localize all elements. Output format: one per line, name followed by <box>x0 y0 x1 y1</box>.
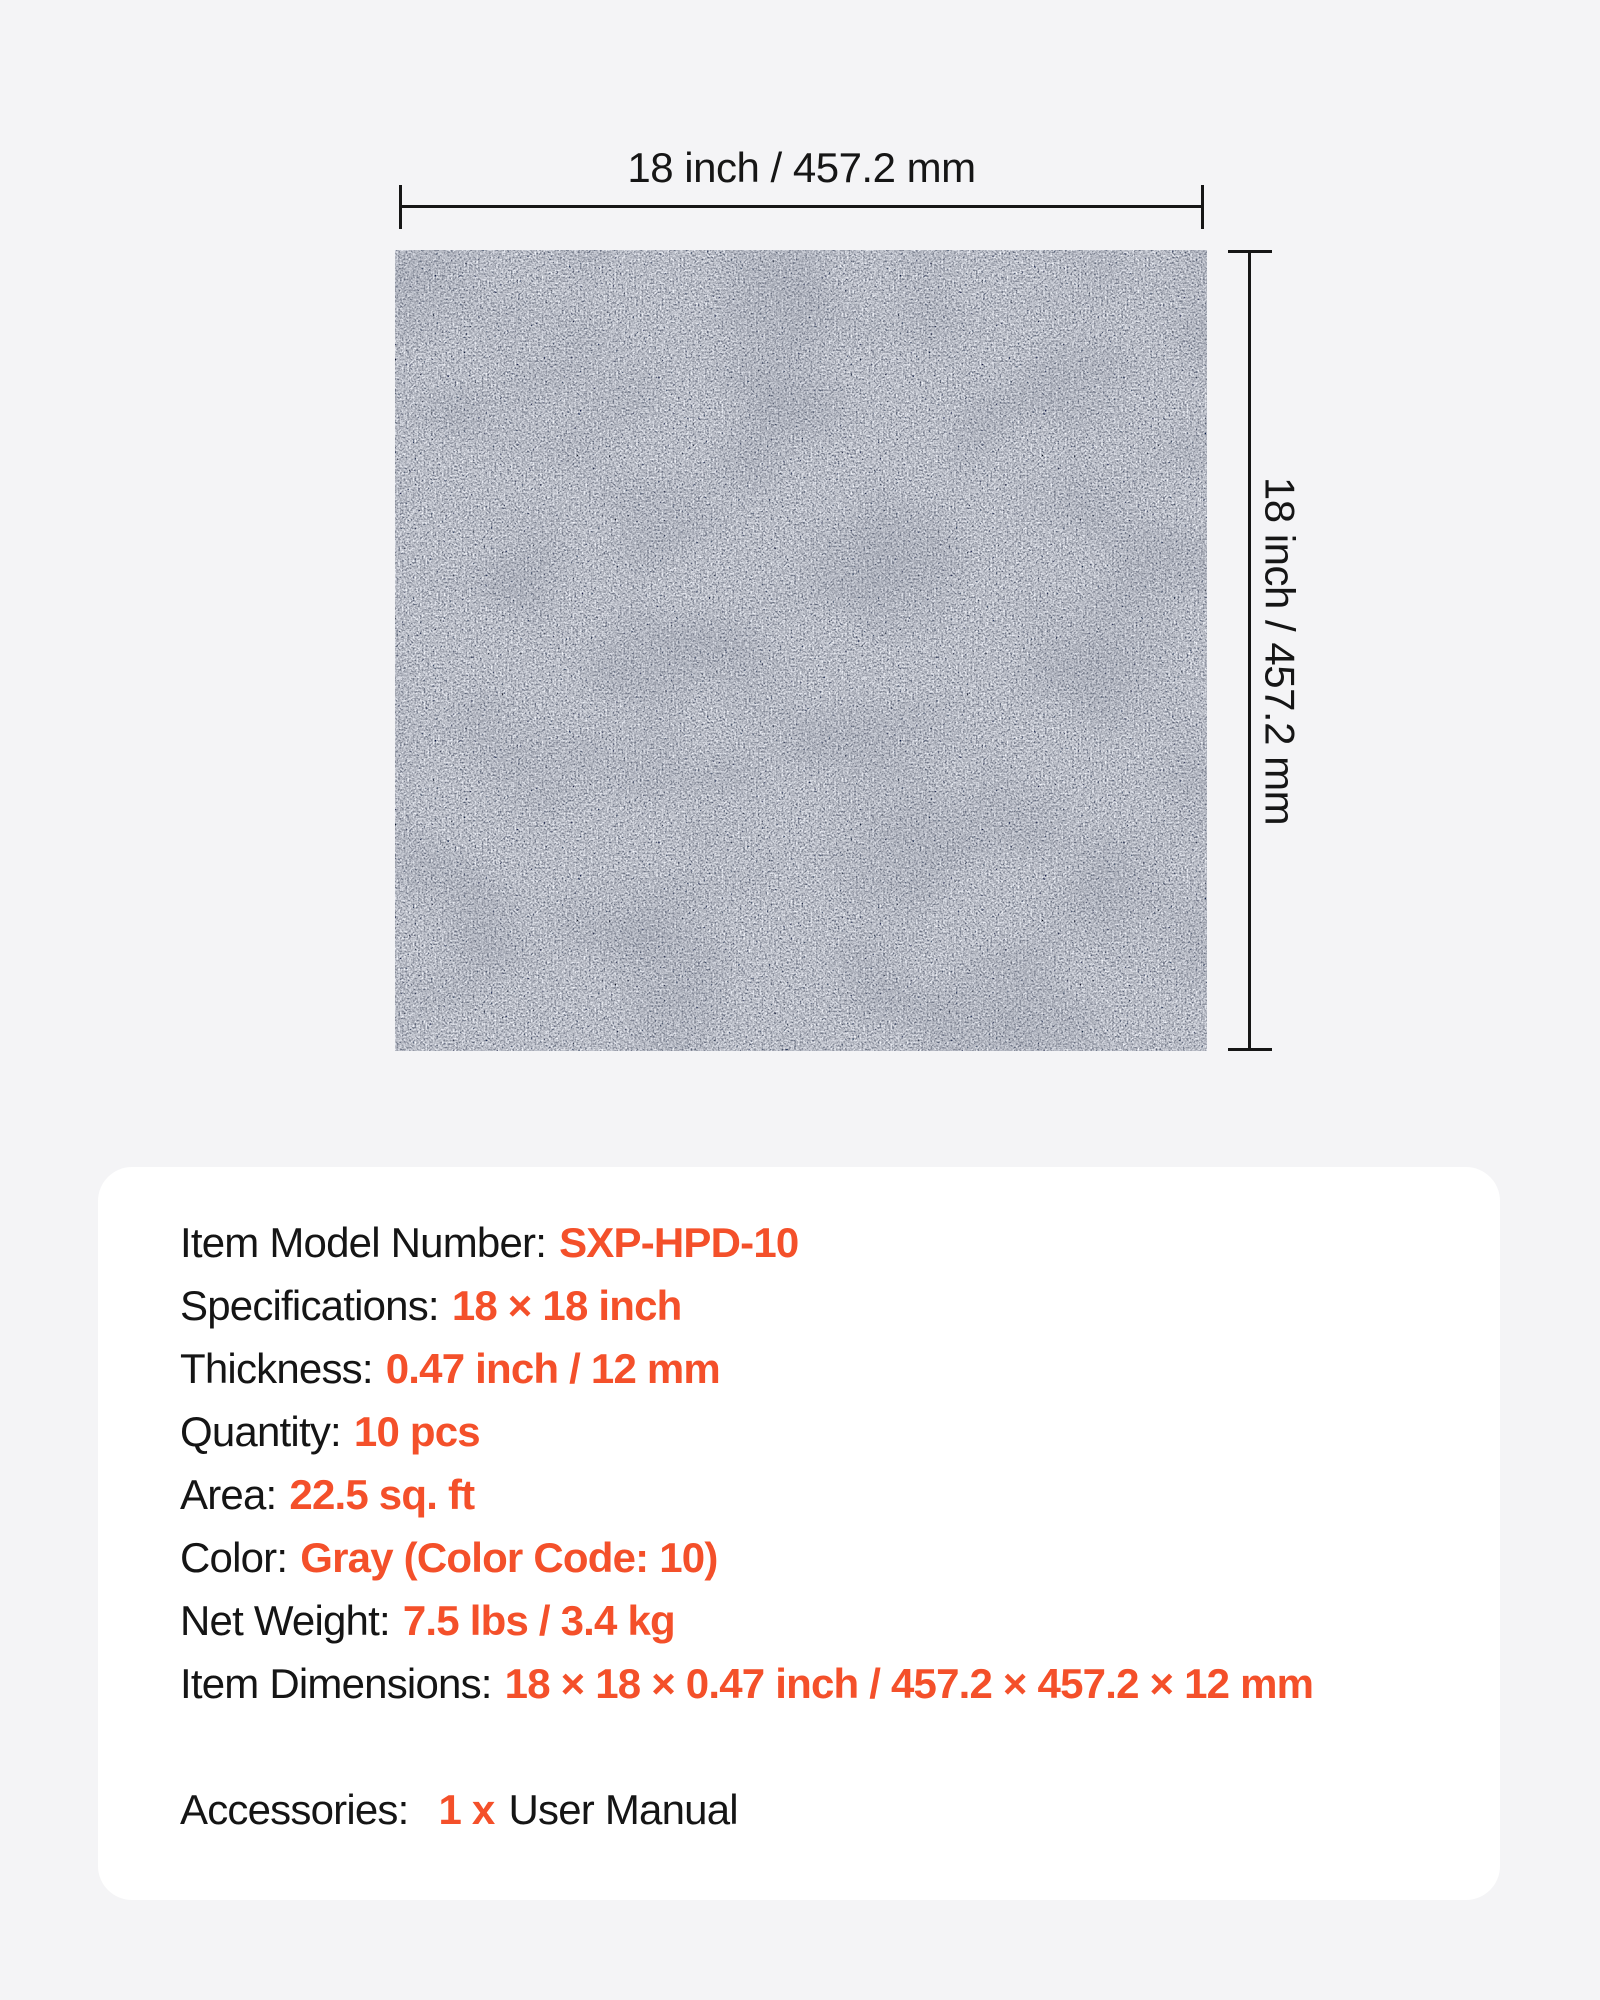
width-dimension-tick-left <box>399 185 402 229</box>
carpet-texture-svg <box>395 250 1207 1051</box>
spec-label: Item Dimensions: <box>180 1660 492 1707</box>
spec-row-net-weight <box>180 1589 1440 1652</box>
spec-row-specifications <box>180 1274 1440 1337</box>
width-dimension-label: 18 inch / 457.2 mm <box>627 144 976 191</box>
carpet-tile-image <box>395 250 1207 1051</box>
spec-label: Net Weight: <box>180 1597 390 1644</box>
spec-card <box>98 1167 1500 1900</box>
width-dimension-line <box>399 205 1204 208</box>
spec-row-item-model-number <box>180 1211 1440 1274</box>
accessories-quantity: 1 x <box>438 1786 495 1833</box>
spec-value: 22.5 sq. ft <box>289 1471 475 1518</box>
width-dimension-tick-right <box>1201 185 1204 229</box>
spec-value: Gray (Color Code: 10) <box>300 1534 718 1581</box>
spec-value: 18 × 18 inch <box>451 1282 682 1329</box>
spec-value: 7.5 lbs / 3.4 kg <box>402 1597 675 1644</box>
height-dimension-line <box>1248 250 1251 1051</box>
accessories-label: Accessories: <box>180 1786 409 1833</box>
spec-label: Area: <box>180 1471 277 1518</box>
spec-value: SXP-HPD-10 <box>559 1219 799 1266</box>
spec-row-accessories <box>180 1778 1440 1841</box>
spec-label: Item Model Number: <box>180 1219 547 1266</box>
spec-label: Thickness: <box>180 1345 373 1392</box>
spec-row-thickness <box>180 1337 1440 1400</box>
spec-value: 0.47 inch / 12 mm <box>385 1345 720 1392</box>
spec-label: Color: <box>180 1534 288 1581</box>
spec-label: Specifications: <box>180 1282 439 1329</box>
spec-row-quantity <box>180 1400 1440 1463</box>
spec-row-area <box>180 1463 1440 1526</box>
spec-spacer <box>180 1715 1440 1778</box>
spec-label: Quantity: <box>180 1408 341 1455</box>
spec-value: 10 pcs <box>353 1408 480 1455</box>
spec-value: 18 × 18 × 0.47 inch / 457.2 × 457.2 × 12 mm <box>504 1660 1314 1707</box>
spec-row-color <box>180 1526 1440 1589</box>
spec-row-item-dimensions <box>180 1652 1440 1715</box>
height-dimension-label: 18 inch / 457.2 mm <box>1256 476 1304 826</box>
accessories-item: User Manual <box>508 1786 738 1833</box>
